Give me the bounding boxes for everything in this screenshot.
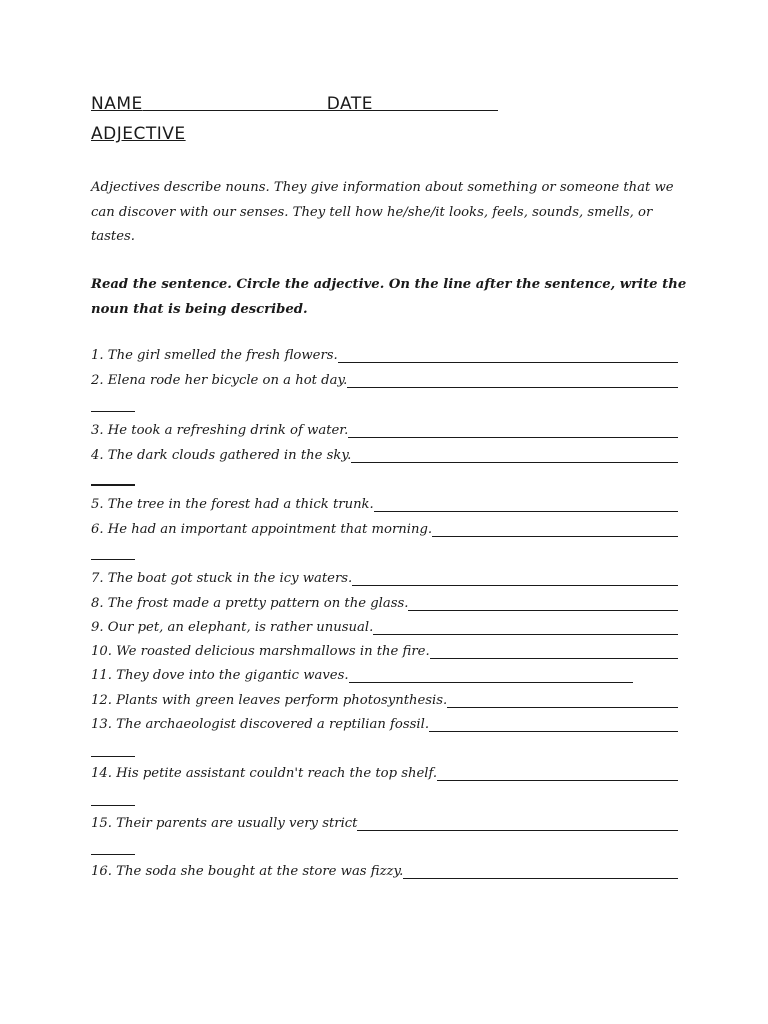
answer-line-continuation — [91, 484, 135, 486]
question-11 — [91, 666, 633, 686]
answer-line — [373, 634, 678, 635]
question-text: 14. His petite assistant couldn't reach the top shelf. — [91, 766, 438, 781]
name-label: NAME — [91, 94, 143, 114]
question-text: 11. They dove into the gigantic waves. — [91, 668, 349, 683]
question-6 — [91, 520, 678, 540]
question-text: 4. The dark clouds gathered in the sky. — [91, 448, 352, 463]
intro-paragraph: Adjectives describe nouns. They give information about something or someone that we can discover with our senses. They tell how he/she/it looks, feels, sounds, smells, or tastes. — [91, 180, 674, 244]
question-15 — [91, 814, 678, 834]
answer-line — [349, 682, 633, 683]
name-line — [143, 110, 327, 111]
question-16 — [91, 862, 678, 882]
answer-line — [357, 830, 678, 831]
date-label: DATE — [326, 94, 373, 114]
question-10 — [91, 642, 678, 662]
answer-line — [338, 362, 678, 363]
answer-line — [351, 462, 678, 463]
question-3 — [91, 421, 678, 441]
question-text: 9. Our pet, an elephant, is rather unusual. — [91, 620, 374, 635]
name-date-row — [91, 94, 498, 114]
question-text: 10. We roasted delicious marshmallows in the fire. — [91, 644, 430, 659]
question-text: 13. The archaeologist discovered a reptilian fossil. — [91, 717, 430, 732]
question-9 — [91, 618, 678, 638]
question-text: 2. Elena rode her bicycle on a hot day. — [91, 373, 348, 388]
question-12 — [91, 691, 678, 711]
question-8 — [91, 594, 678, 614]
question-4 — [91, 446, 678, 466]
question-2 — [91, 371, 678, 391]
answer-line — [347, 387, 678, 388]
answer-line — [437, 780, 678, 781]
answer-line — [374, 511, 678, 512]
question-13 — [91, 715, 678, 735]
question-5 — [91, 495, 678, 515]
question-text: 5. The tree in the forest had a thick trunk. — [91, 497, 374, 512]
question-14 — [91, 764, 678, 784]
answer-line — [447, 707, 678, 708]
answer-line-continuation — [91, 805, 135, 806]
question-text: 7. The boat got stuck in the icy waters. — [91, 571, 353, 586]
answer-line — [352, 585, 678, 586]
answer-line — [429, 731, 678, 732]
answer-line — [403, 878, 678, 879]
question-text: 1. The girl smelled the fresh flowers. — [91, 348, 338, 363]
answer-line-continuation — [91, 559, 135, 560]
question-text: 8. The frost made a pretty pattern on the glass. — [91, 596, 409, 611]
answer-line-continuation — [91, 854, 135, 855]
instructions-paragraph: Read the sentence. Circle the adjective. On the line after the sentence, write the noun that is being described. — [91, 277, 687, 317]
answer-line — [430, 658, 678, 659]
answer-line — [408, 610, 678, 611]
question-text: 3. He took a refreshing drink of water. — [91, 423, 349, 438]
question-1 — [91, 346, 678, 366]
answer-line-continuation — [91, 411, 135, 412]
question-text: 16. The soda she bought at the store was fizzy. — [91, 864, 404, 879]
question-text: 15. Their parents are usually very strict — [91, 816, 358, 831]
answer-line-continuation — [91, 756, 135, 757]
question-text: 12. Plants with green leaves perform photosynthesis. — [91, 693, 448, 708]
worksheet-title: ADJECTIVE — [91, 124, 186, 144]
answer-line — [348, 437, 678, 438]
date-line — [373, 110, 498, 111]
question-text: 6. He had an important appointment that morning. — [91, 522, 433, 537]
question-7 — [91, 569, 678, 589]
answer-line — [432, 536, 678, 537]
